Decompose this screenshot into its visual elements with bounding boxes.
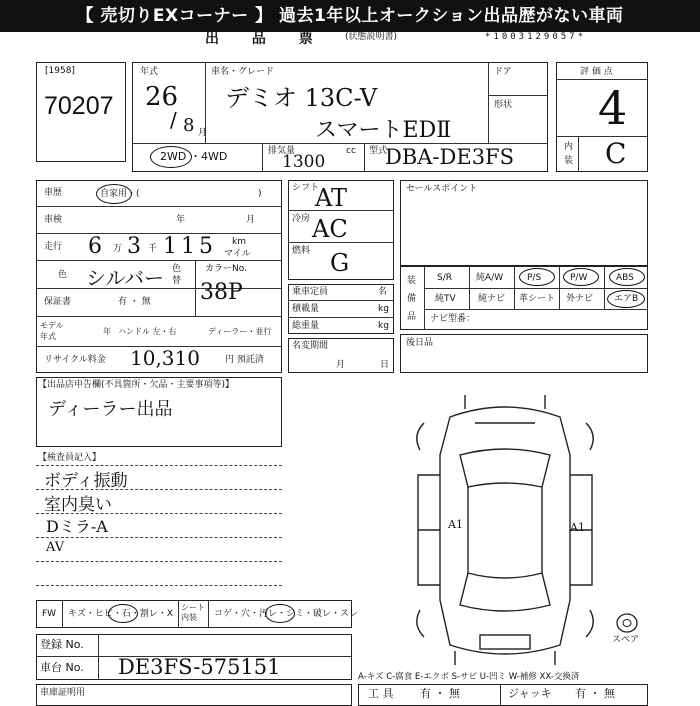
chassis-label: 車台 No. xyxy=(40,661,84,674)
shift-label: シフト xyxy=(292,183,320,193)
spare-tire-icon xyxy=(615,612,639,634)
hw-inspector-line-3: Dミラ-A xyxy=(46,517,108,536)
seat-scale: コゲ・穴・汚レ・シミ・破レ・スレ xyxy=(214,609,359,619)
seat-circle xyxy=(265,604,295,623)
equip-abs-circle xyxy=(609,268,645,286)
mileage-label: 走行 xyxy=(44,242,63,252)
hw-mileage-sen: 3 xyxy=(127,234,141,259)
model-year-label-2: 年式 xyxy=(40,332,56,341)
drive-2wd: 2WD xyxy=(160,150,187,163)
color-label: 色 xyxy=(58,270,68,280)
lot-prefix: [1958] xyxy=(45,66,75,76)
hw-year: 26 xyxy=(145,82,179,112)
load-label: 積載量 xyxy=(292,304,320,314)
interior-label-2: 装 xyxy=(564,156,574,166)
history-label: 車歴 xyxy=(44,188,63,198)
inspection-label: 車検 xyxy=(44,215,63,225)
month-label: 月 xyxy=(198,128,208,138)
lot-number: 70207 xyxy=(44,92,114,120)
mileage-sen: 千 xyxy=(148,244,158,254)
seller-notes-label: 【出品店申告欄(不具箇所・欠品・主要事項等)】 xyxy=(38,380,235,390)
equip-label-3: 品 xyxy=(407,312,417,322)
handle-label: ハンドル 左・右 xyxy=(118,327,177,336)
color-change-1: 色 xyxy=(172,264,182,274)
hw-month: 8 xyxy=(183,115,195,136)
history-value: 自家用・( xyxy=(100,189,140,199)
equip-label-1: 装 xyxy=(407,276,417,286)
score-label: 評 価 点 xyxy=(580,67,613,77)
inspector-notes-label: 【検査員記入】 xyxy=(38,453,102,463)
warranty-value: 有 ・ 無 xyxy=(118,297,151,307)
equip-airbag: エアB xyxy=(614,294,639,304)
model-year-label-1: モデル xyxy=(40,321,64,330)
equip-tv: 純TV xyxy=(435,294,456,304)
equip-label-2: 備 xyxy=(407,294,417,304)
sheet-subtitle: (状態説明書) xyxy=(345,32,398,42)
banner: 【 売切りEXコーナー 】 過去1年以上オークション出品歴がない車両 xyxy=(0,0,700,32)
certificate-label: 車庫証明用 xyxy=(40,688,86,698)
equip-ps-circle xyxy=(519,268,555,286)
rear-output-label: 後日品 xyxy=(406,338,434,348)
equip-pw: P/W xyxy=(570,273,588,283)
hw-seller-note: ディーラー出品 xyxy=(48,399,173,420)
equip-aw: 純A/W xyxy=(476,273,504,283)
sales-point-label: セールスポイント xyxy=(406,184,478,194)
hw-mileage-rest: 115 xyxy=(163,234,217,259)
tools-value: 有 ・ 無 xyxy=(420,687,460,700)
equip-abs: ABS xyxy=(616,273,634,283)
seat-label: シート 内装 xyxy=(181,603,205,622)
drive-4wd: ・4WD xyxy=(190,150,228,163)
hw-recycle: 10,310 xyxy=(130,346,200,370)
hw-model: DBA-DE3FS xyxy=(385,145,515,169)
hw-grade: スマートEDⅡ xyxy=(315,118,452,143)
barcode-number: *1003129057* xyxy=(485,32,587,42)
load-unit: kg xyxy=(378,304,389,314)
hw-inspector-line-1: ボディ振動 xyxy=(44,471,128,491)
hw-aircon: AC xyxy=(312,215,348,243)
equip-pw-circle xyxy=(563,268,599,286)
dealer-label: ディーラー・並行 xyxy=(208,327,272,336)
fw-circle xyxy=(108,604,138,623)
spare-label: スペア xyxy=(612,635,640,645)
fw-label: FW xyxy=(42,609,57,619)
gross-label: 総重量 xyxy=(292,321,320,331)
model-year-nen: 年 xyxy=(103,327,111,336)
hw-diagram-mark-left: A1 xyxy=(448,518,463,531)
hw-chassis: DE3FS-575151 xyxy=(118,655,281,679)
displacement-label: 排気量 xyxy=(268,146,296,156)
gross-unit: kg xyxy=(378,321,389,331)
history-close: ) xyxy=(258,189,262,199)
hw-inspector-line-4: AV xyxy=(46,540,65,555)
equip-ps: P/S xyxy=(527,273,542,283)
recycle-unit: 円 預託済 xyxy=(225,355,264,365)
jack-value: 有 ・ 無 xyxy=(575,687,615,700)
mile-label: マイル xyxy=(224,249,251,259)
color-no-label: カラーNo. xyxy=(205,264,247,274)
sheet-title: 出 品 票 xyxy=(205,31,327,47)
hw-mileage-man: 6 xyxy=(88,234,102,259)
year-slash: / xyxy=(170,108,177,132)
fuel-label: 燃料 xyxy=(292,246,311,256)
interior-label-1: 内 xyxy=(564,142,574,152)
hw-shift: AT xyxy=(315,184,348,212)
hw-fuel: G xyxy=(330,249,350,277)
shape-label: 形状 xyxy=(494,100,513,110)
hw-displacement: 1300 xyxy=(282,152,326,172)
rear-output-box xyxy=(400,334,648,373)
capacity-unit: 名 xyxy=(378,287,388,297)
km-label: km xyxy=(232,237,246,247)
equip-navi: 純ナビ xyxy=(478,294,506,304)
registration-label: 登録 No. xyxy=(40,638,84,651)
equip-airbag-circle xyxy=(607,290,645,308)
recycle-label: リサイクル料金 xyxy=(44,355,106,365)
fw-scale: キズ・ヒビ・石・割レ・X xyxy=(68,609,173,619)
name-change-day: 日 xyxy=(380,360,390,370)
color-change-2: 替 xyxy=(172,276,182,286)
damage-legend: A-キズ C-腐食 E-エクボ S-サビ U-凹ミ W-補修 XX-交換済 xyxy=(358,672,580,682)
door-label: ドア xyxy=(494,67,512,77)
hw-color: シルバー xyxy=(86,266,165,290)
cc-label: cc xyxy=(346,146,356,156)
mileage-man: 万 xyxy=(113,244,123,254)
hw-car-name: デミオ 13C-V xyxy=(225,84,378,112)
name-change-label: 名変期間 xyxy=(292,341,329,351)
year-label: 年式 xyxy=(140,67,159,77)
lot-prefix-value: 1958 xyxy=(48,66,72,76)
inspection-month: 月 xyxy=(246,215,256,225)
model-label: 型式 xyxy=(369,146,388,156)
navi-model-label: ナビ型番： xyxy=(430,314,476,324)
hw-inspector-line-2: 室内臭い xyxy=(44,495,112,515)
aircon-label: 冷房 xyxy=(292,214,311,224)
hw-diagram-mark-right: A1 xyxy=(570,521,585,534)
warranty-label: 保証書 xyxy=(44,297,72,307)
hw-score: 4 xyxy=(598,81,628,135)
hw-color-no: 38P xyxy=(200,280,243,305)
tools-label: 工 具 xyxy=(368,687,394,700)
car-name-label: 車名・グレード xyxy=(211,67,275,77)
capacity-label: 乗車定員 xyxy=(292,287,329,297)
equip-ext-navi: 外ナビ xyxy=(566,294,594,304)
inspection-year: 年 xyxy=(176,215,186,225)
equip-leather: 革シート xyxy=(519,294,556,304)
equip-sr: S/R xyxy=(437,273,452,283)
hw-interior: C xyxy=(605,137,627,170)
name-change-month: 月 xyxy=(336,360,346,370)
jack-label: ジャッキ xyxy=(508,687,552,700)
